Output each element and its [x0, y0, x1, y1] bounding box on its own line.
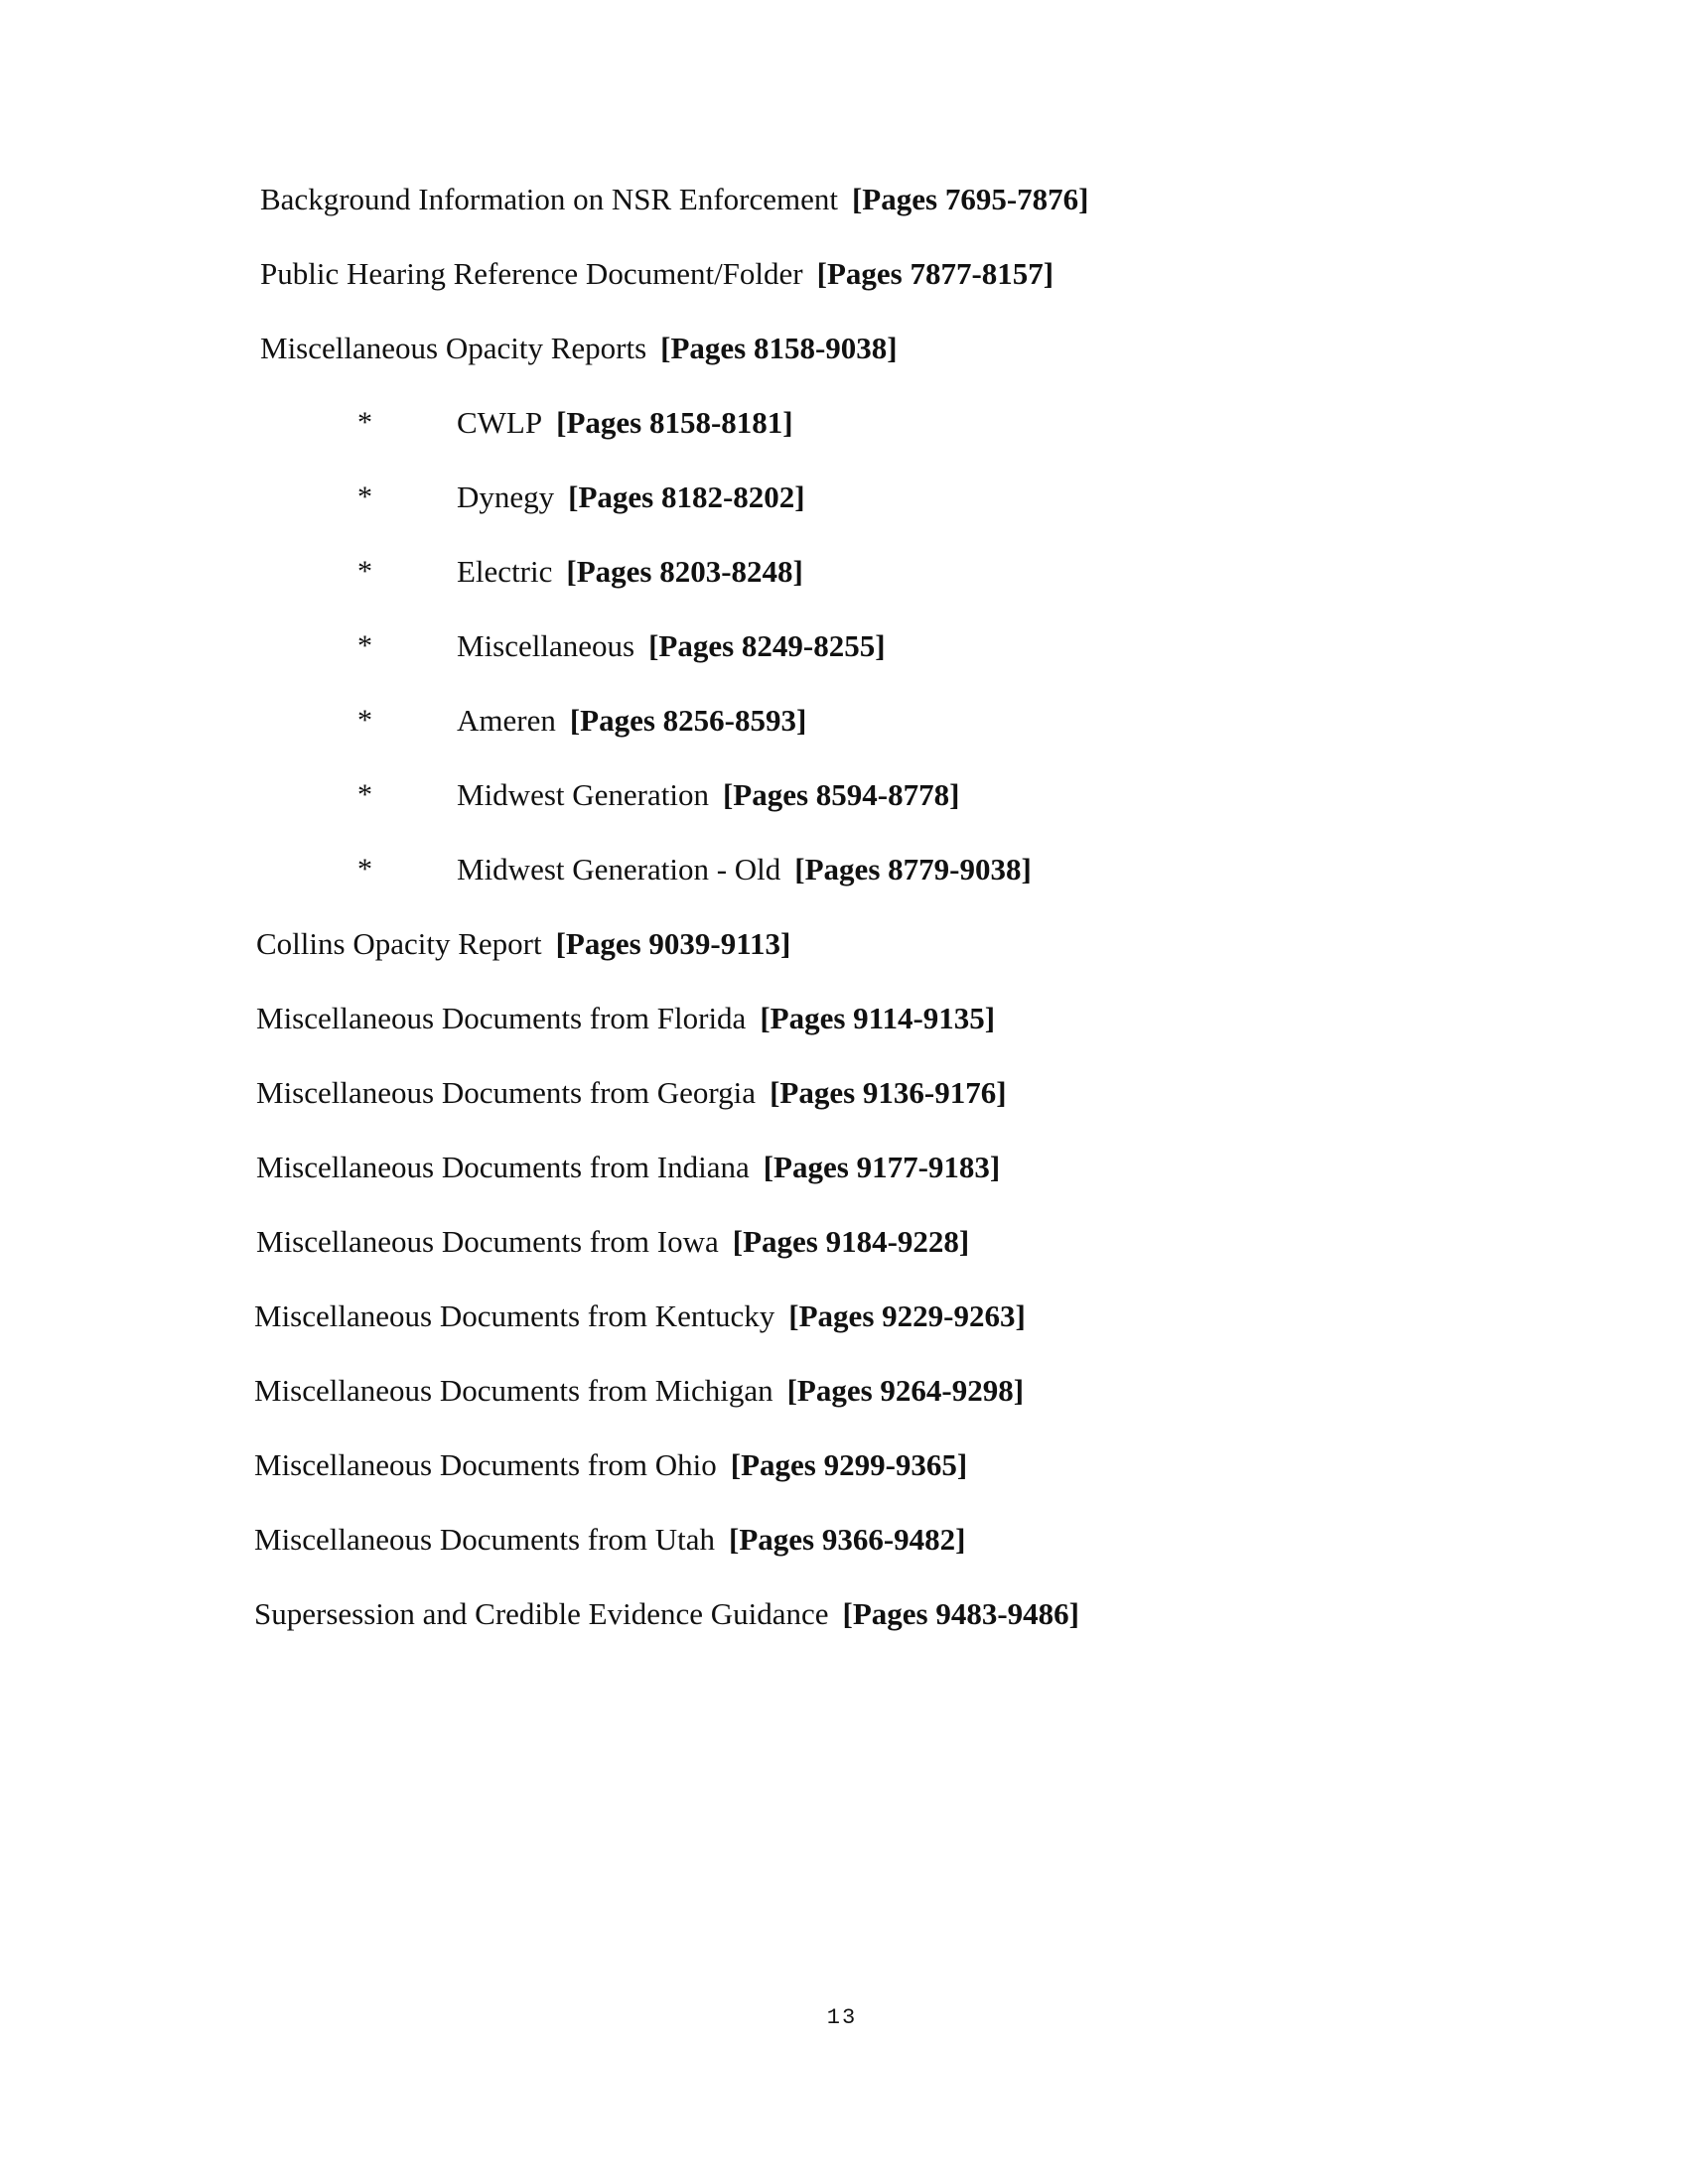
- bullet-asterisk: *: [357, 778, 372, 811]
- toc-entry-utah: [254, 1520, 966, 1560]
- toc-subentry-midwest-generation-old: [357, 850, 1251, 889]
- toc-subentry-title: CWLP: [457, 405, 543, 440]
- toc-entry-title: Collins Opacity Report: [256, 926, 542, 961]
- toc-entry-title: Miscellaneous Opacity Reports: [260, 331, 647, 365]
- bullet-asterisk: *: [357, 704, 372, 737]
- toc-subentry-pages: [Pages 8779-9038]: [794, 852, 1032, 887]
- toc-entry-public-hearing: [260, 254, 1053, 294]
- toc-entry-pages: [Pages 9039-9113]: [555, 926, 791, 961]
- toc-subentry-title: Ameren: [457, 703, 556, 738]
- toc-entry-pages: [Pages 7877-8157]: [816, 256, 1054, 291]
- toc-entry-michigan: [254, 1371, 1024, 1411]
- toc-entry-misc-opacity-reports: [260, 329, 898, 368]
- bullet-asterisk: *: [357, 406, 372, 439]
- toc-entry-title: Background Information on NSR Enforcement: [260, 182, 838, 216]
- toc-entry-pages: [Pages 9483-9486]: [842, 1596, 1079, 1631]
- page-number: 13: [826, 2005, 858, 2030]
- toc-entry-pages: [Pages 9136-9176]: [770, 1075, 1007, 1110]
- toc-subentry-pages: [Pages 8594-8778]: [722, 777, 960, 812]
- toc-entry-pages: [Pages 9264-9298]: [786, 1373, 1025, 1408]
- toc-entry-title: Supersession and Credible Evidence Guidance: [254, 1596, 829, 1631]
- toc-subentry-pages: [Pages 8158-8181]: [556, 405, 793, 440]
- toc-entry-title: Miscellaneous Documents from Kentucky: [254, 1298, 775, 1333]
- toc-entry-pages: [Pages 9114-9135]: [760, 1001, 996, 1035]
- toc-subentry-midwest-generation: [357, 775, 1251, 815]
- toc-subentry-pages: [Pages 8203-8248]: [566, 554, 803, 589]
- toc-entry-pages: [Pages 7695-7876]: [851, 182, 1089, 216]
- toc-entry-georgia: [256, 1073, 1007, 1113]
- toc-entry-title: Miscellaneous Documents from Indiana: [256, 1150, 750, 1184]
- bullet-asterisk: *: [357, 629, 372, 662]
- toc-entry-indiana: [256, 1148, 1000, 1187]
- toc-subentry-ameren: [357, 701, 1251, 741]
- toc-entry-collins-opacity: [256, 924, 790, 964]
- bullet-asterisk: *: [357, 853, 372, 886]
- toc-entry-title: Miscellaneous Documents from Michigan: [254, 1373, 773, 1408]
- toc-subentry-title: Midwest Generation - Old: [457, 852, 781, 887]
- toc-entry-title: Miscellaneous Documents from Utah: [254, 1522, 716, 1557]
- toc-entry-supersession: [254, 1594, 1079, 1634]
- toc-entry-florida: [256, 999, 995, 1038]
- toc-subentry-cwlp: [357, 403, 1251, 443]
- toc-subentry-title: Electric: [457, 554, 553, 589]
- toc-entry-title: Public Hearing Reference Document/Folder: [260, 256, 803, 291]
- toc-entry-kentucky: [254, 1297, 1026, 1336]
- toc-entry-ohio: [254, 1445, 967, 1485]
- toc-subentry-miscellaneous: [357, 626, 1251, 666]
- toc-subentry-pages: [Pages 8249-8255]: [648, 628, 886, 663]
- toc-entry-pages: [Pages 9184-9228]: [732, 1224, 970, 1259]
- toc-subentry-title: Midwest Generation: [457, 777, 709, 812]
- toc-subentry-title: Miscellaneous: [457, 628, 635, 663]
- toc-entry-pages: [Pages 8158-9038]: [660, 331, 898, 365]
- toc-entry-pages: [Pages 9177-9183]: [763, 1150, 1001, 1184]
- toc-entry-title: Miscellaneous Documents from Ohio: [254, 1447, 717, 1482]
- toc-subentry-electric: [357, 552, 1251, 592]
- toc-entry-title: Miscellaneous Documents from Florida: [256, 1001, 747, 1035]
- toc-subentry-pages: [Pages 8256-8593]: [569, 703, 807, 738]
- toc-subentry-dynegy: [357, 478, 1251, 517]
- toc-entry-pages: [Pages 9299-9365]: [730, 1447, 968, 1482]
- toc-entry-nsr-enforcement: [260, 180, 1088, 219]
- toc-entry-pages: [Pages 9366-9482]: [729, 1522, 966, 1557]
- toc-entry-pages: [Pages 9229-9263]: [788, 1298, 1026, 1333]
- bullet-asterisk: *: [357, 555, 372, 588]
- toc-entry-iowa: [256, 1222, 969, 1262]
- toc-entry-title: Miscellaneous Documents from Georgia: [256, 1075, 757, 1110]
- toc-subentry-pages: [Pages 8182-8202]: [568, 479, 805, 514]
- bullet-asterisk: *: [357, 480, 372, 513]
- toc-entry-title: Miscellaneous Documents from Iowa: [256, 1224, 719, 1259]
- toc-subentry-title: Dynegy: [457, 479, 555, 514]
